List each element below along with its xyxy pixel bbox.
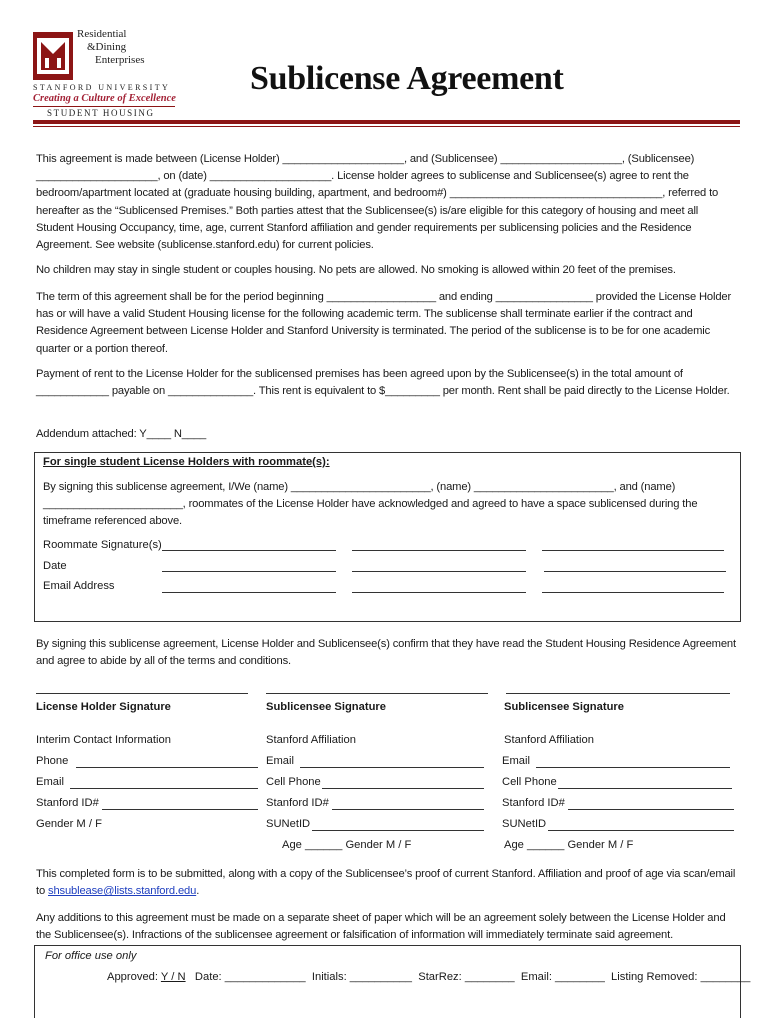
children-pets-paragraph: No children may stay in single student or couples housing. No pets are allowed. No smoking is allowed within 20 feet of the premises. <box>36 264 676 276</box>
sl2-cell-label: Cell Phone <box>502 776 557 788</box>
submission-text: This completed form is to be submitted, along with a copy of the Sublicensee’s proof of current Stanford. Affiliation and proof of age via scan/email to <box>36 868 736 898</box>
office-use-row <box>107 971 750 983</box>
intro-paragraph: This agreement is made between (License Holder) ____________________, and (Sublicensee) ____________________, (Sublicensee) ____________________, on (date) ____________________. License holder agrees to sublicense and Sublicensee(s) agree to rent the bedroom/apartment located at (graduate housing building, apartment, and bedroom#) ___________________________________, referred to hereafter as the “Sublicensed Premises.” Both parties attest that the Sublicensee(s) is/are eligible for this category of housing and meet all Student Housing Occupancy, time, age, current Stanford affiliation and gender requirements per sublicensing policies and the Residence Agreement. See website (sublicense.stanford.edu) for current policies. <box>36 153 719 252</box>
roommate-signature-field-1[interactable] <box>162 550 336 551</box>
sublicensee-2-signature-line[interactable] <box>506 693 730 694</box>
logo-line-3: Enterprises <box>95 54 145 66</box>
sl1-email-label: Email <box>266 755 294 767</box>
submission-email-link[interactable]: shsublease@lists.stanford.edu <box>48 885 197 898</box>
sl2-email-field[interactable] <box>536 767 730 768</box>
approved-label: Approved: <box>107 971 158 983</box>
logo-department: STUDENT HOUSING <box>47 108 155 118</box>
sl2-age-gender-label: Age ______ Gender M / F <box>504 839 634 851</box>
roommate-date-field-2[interactable] <box>352 571 526 572</box>
roommate-email-label: Email Address <box>43 580 115 592</box>
submission-period: . <box>196 885 200 898</box>
office-initials-field[interactable]: Initials: __________ <box>311 971 413 983</box>
header-rule <box>33 120 740 124</box>
office-email-field[interactable]: Email: ________ <box>520 971 605 983</box>
sublicensee-1-signature-label: Sublicensee Signature <box>266 701 386 713</box>
additions-paragraph: Any additions to this agreement must be made on a separate sheet of paper which will be an agreement solely between the License Holder and the Sublicensee(s). Infractions of the sublicensee agreement or falsification of information will immediately terminate said agreement. <box>36 912 726 942</box>
roommate-email-field-1[interactable] <box>162 592 336 593</box>
roommate-signature-field-3[interactable] <box>542 550 724 551</box>
office-listing-removed-field[interactable]: Listing Removed: ________ <box>611 971 751 983</box>
roommate-email-field-3[interactable] <box>542 592 724 593</box>
sl2-sunetid-field[interactable] <box>548 830 734 831</box>
sl2-stanford-id-field[interactable] <box>568 809 734 810</box>
roommate-date-field-1[interactable] <box>162 571 336 572</box>
rde-logo <box>33 24 175 120</box>
lh-phone-label: Phone <box>36 755 69 767</box>
logo-tagline: Creating a Culture of Excellence <box>33 93 176 104</box>
sl1-sunetid-label: SUNetID <box>266 818 311 830</box>
sl2-stanford-id-label: Stanford ID# <box>502 797 565 809</box>
lh-phone-field[interactable] <box>76 767 258 768</box>
confirmation-paragraph: By signing this sublicense agreement, License Holder and Sublicensee(s) confirm that they have read the Student Housing Residence Agreement and agree to abide by all of the terms and conditions. <box>36 638 736 668</box>
roommate-section <box>34 452 741 622</box>
sl1-age-gender-label: Age ______ Gender M / F <box>282 839 412 851</box>
sl2-cell-field[interactable] <box>558 788 732 789</box>
lh-stanford-id-label: Stanford ID# <box>36 797 99 809</box>
roommate-heading: For single student License Holders with roommate(s): <box>43 456 330 468</box>
lh-email-label: Email <box>36 776 64 788</box>
sl1-sunetid-field[interactable] <box>312 830 484 831</box>
sl1-stanford-id-field[interactable] <box>332 809 484 810</box>
sl1-stanford-id-label: Stanford ID# <box>266 797 329 809</box>
license-holder-signature-label: License Holder Signature <box>36 701 171 713</box>
logo-line-1: Residential <box>77 28 127 40</box>
logo-university: STANFORD UNIVERSITY <box>33 83 171 92</box>
office-use-heading: For office use only <box>45 950 137 962</box>
lh-stanford-id-field[interactable] <box>102 809 258 810</box>
sl1-cell-field[interactable] <box>322 788 484 789</box>
payment-paragraph: Payment of rent to the License Holder for the sublicensed premises has been agreed upon by the Sublicensee(s) in the total amount of ____________ payable on ______________. This rent is equivalent to $_________ per month. Rent shall be paid directly to the License Holder. <box>36 368 730 398</box>
logo-line-2: &Dining <box>87 41 127 53</box>
office-date-field[interactable]: Date: _____________ <box>194 971 306 983</box>
lh-gender-label: Gender M / F <box>36 818 102 830</box>
roommate-signature-label: Roommate Signature(s) <box>43 539 162 551</box>
roommate-text: By signing this sublicense agreement, I/We (name) _______________________, (name) _______________________, and (name) _______________________, roommates of the License Holder have acknowledged and agreed to have a space sublicensed during the timeframe referenced above. <box>43 481 698 528</box>
sl1-email-field[interactable] <box>300 767 484 768</box>
page-title: Sublicense Agreement <box>250 60 564 97</box>
addendum-line: Addendum attached: Y____ N____ <box>36 428 207 440</box>
sl2-affiliation-label: Stanford Affiliation <box>504 734 594 746</box>
license-holder-signature-line[interactable] <box>36 693 248 694</box>
sl2-email-label: Email <box>502 755 530 767</box>
approved-value[interactable]: Y / N <box>160 971 186 983</box>
header-rule-thin <box>33 126 740 127</box>
interim-contact-label: Interim Contact Information <box>36 734 171 746</box>
roommate-signature-field-2[interactable] <box>352 550 526 551</box>
stanford-emblem-icon <box>33 32 73 80</box>
office-use-box <box>34 945 751 1018</box>
sublicensee-1-signature-line[interactable] <box>266 693 488 694</box>
sublicensee-2-signature-label: Sublicensee Signature <box>504 701 624 713</box>
term-paragraph: The term of this agreement shall be for the period beginning __________________ and ending ________________ provided the License Holder has or will have a valid Student Housing license for the following academic term. The sublicense shall terminate earlier if the contract and Residence Agreement between License Holder and Stanford University is terminated. The period of the sublicense is to be for one academic quarter or a portion thereof. <box>36 291 732 355</box>
sl1-affiliation-label: Stanford Affiliation <box>266 734 356 746</box>
sl1-cell-label: Cell Phone <box>266 776 321 788</box>
office-starrez-field[interactable]: StarRez: ________ <box>418 971 515 983</box>
logo-divider <box>33 106 175 107</box>
roommate-email-field-2[interactable] <box>352 592 526 593</box>
lh-email-field[interactable] <box>70 788 258 789</box>
sl2-sunetid-label: SUNetID <box>502 818 547 830</box>
roommate-date-label: Date <box>43 560 67 572</box>
submission-paragraph <box>36 866 736 900</box>
roommate-date-field-3[interactable] <box>544 571 726 572</box>
